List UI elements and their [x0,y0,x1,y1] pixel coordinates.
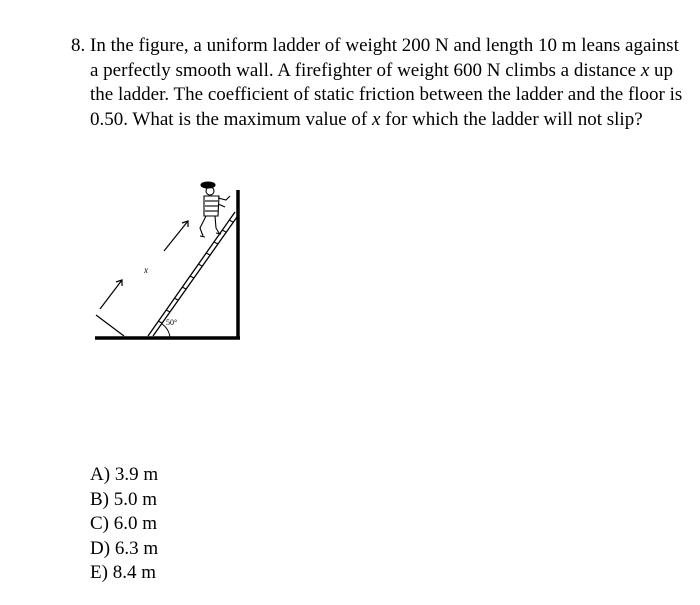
choice-d[interactable]: D) 6.3 m [90,537,159,559]
choice-e[interactable]: E) 8.4 m [90,562,156,583]
angle-label: 50° [166,318,178,327]
question-number: 8. [71,35,86,56]
variable-x: x [371,108,381,130]
answer-choices [90,463,158,586]
question-text-part2: up the ladder. The coefficient of static friction between the ladder and the floor is 0.50. What is the maximum value of [90,59,683,130]
ladder [148,212,237,336]
question-text-part1: In the figure, a uniform ladder of weight 200 N and length 10 m leans against a perfectly smooth wall. A firefighter of weight 600 N climbs a distance [90,35,679,81]
choice-a[interactable]: A) 3.9 m [90,464,159,485]
question-text-part3: for which the ladder will not slip? [385,108,643,130]
choice-c[interactable]: C) 6.0 m [90,513,158,534]
distance-label: x [144,265,148,275]
choice-b[interactable]: B) 5.0 m [90,488,158,510]
ladder-figure [92,176,252,344]
firefighter-icon [200,182,230,237]
variable-x: x [640,59,650,81]
question-text [71,34,690,132]
